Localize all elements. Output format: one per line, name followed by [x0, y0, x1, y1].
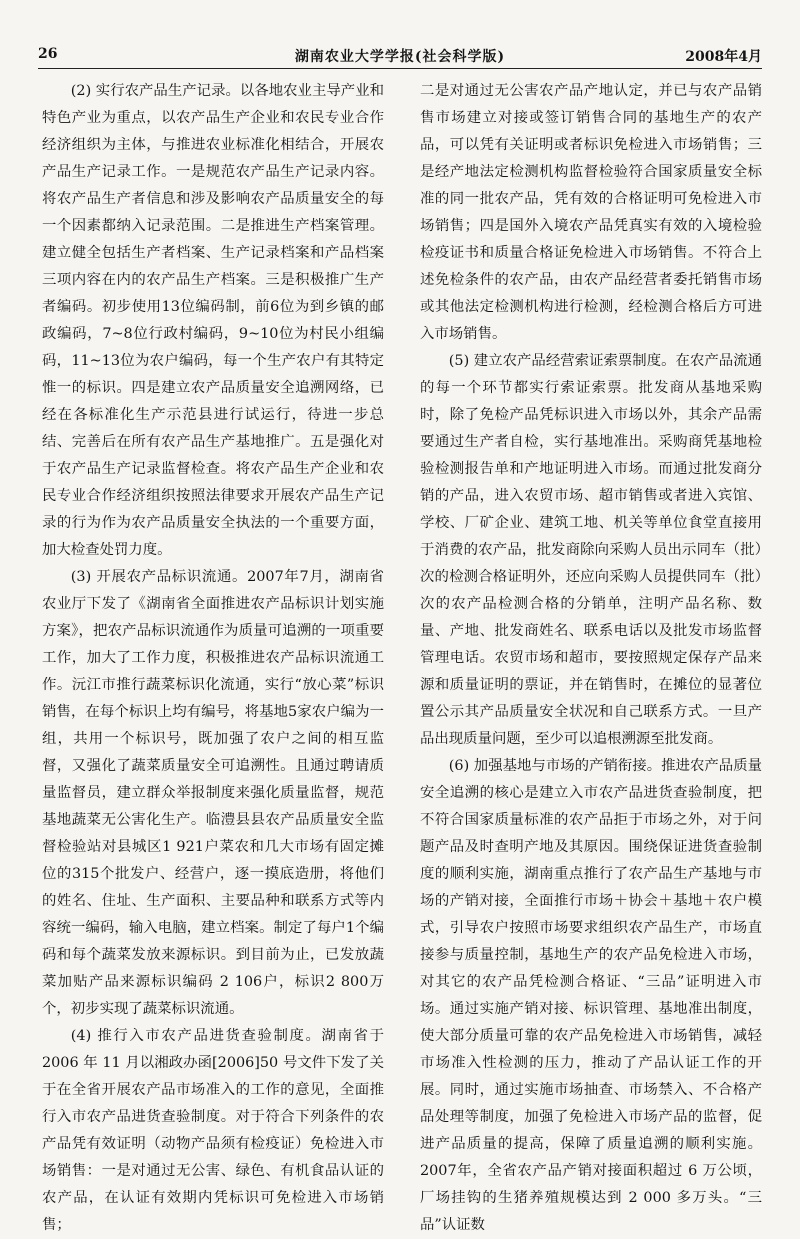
paragraph-6-production-market-link: (6) 加强基地与市场的产销衔接。推进农产品质量安全追溯的核心是建立入市农产品进货查验制度，把不符合国家质量标准的农产品拒于市场之外，对于问题产品及时查明产地及其原因。围绕保证进货查验制度的顺利实施，湖南重点推行了农产品生产基地与市场的产销对接，全面推行市场＋协会＋基地＋农户模式，引导农户按照市场要求组织农产品生产，市场直接参与质量控制，基地生产的农产品免检进入市场，对其它的农产品凭检测合格证、“三品”证明进入市场。通过实施产销对接、标识管理、基地准出制度，使大部分质量可靠的农产品免检进入市场销售，减轻市场准入性检测的压力，推动了产品认证工作的开展。同时，通过实施市场抽查、市场禁入、不合格产品处理等制度，加强了免检进入市场产品的监督，促进产品质量的提高，保障了质量追溯的顺利实施。2007年，全省农产品产销对接面积超过 6 万公顷，厂场挂钩的生猪养殖规模达到 2 000 多万头。“三品”认证数 — [420, 758, 762, 1233]
left-column — [42, 78, 384, 1233]
page-number: 26 — [38, 46, 58, 62]
journal-title: 湖南农业大学学报(社会科学版) — [294, 49, 506, 65]
paragraph-4-inspection-system: (4) 推行入市农产品进货查验制度。湖南省于2006 年 11 月以湘政办函[2006]50 号文件下发了关于在全省开展农产品市场准入的工作的意见，全面推行入市农产品进货查验制度。对于符合下列条件的农产品凭有效证明（动物产品须有检疫证）免检进入市场销售：一是对通过无公害、绿色、有机食品认证的农产品，在认证有效期内凭标识可免检进入市场销售； — [42, 1028, 384, 1233]
paragraph-3-label-circulation: (3) 开展农产品标识流通。2007年7月，湖南省农业厅下发了《湖南省全面推进农产品标识计划实施方案》，把农产品标识流通作为质量可追溯的一项重要工作，加大了工作力度，积极推进农产品标识流通工作。沅江市推行蔬菜标识化流通，实行“放心菜”标识销售，在每个标识上均有编号，将基地5家农户编为一组，共用一个标识号，既加强了农户之间的相互监督，又强化了蔬菜质量安全可追溯性。且通过聘请质量监督员，建立群众举报制度来强化质量监督，规范基地蔬菜无公害化生产。临澧县县农产品质量安全监督检验站对县城区1 921户菜农和几大市场有固定摊位的315个批发户、经营户，逐一摸底造册，将他们的姓名、住址、生产面积、主要品种和联系方式等内容统一编码，输入电脑，建立档案。制定了每户1个编码和每个蔬菜发放来源标识。到目前为止，已发放蔬菜加贴产品来源标识编码 2 106户，标识2 800万个，初步实现了蔬菜标识流通。 — [42, 569, 384, 1017]
paragraph-2-production-records: (2) 实行农产品生产记录。以各地农业主导产业和特色产业为重点，以农产品生产企业和农民专业合作经济组织为主体，与推进农业标准化相结合，开展农产品生产记录工作。一是规范农产品生产记录内容。将农产品生产者信息和涉及影响农产品质量安全的每一个因素都纳入记录范围。二是推进生产档案管理。建立健全包括生产者档案、生产记录档案和产品档案三项内容在内的农产品生产档案。三是积极推广生产者编码。初步使用13位编码制，前6位为到乡镇的邮政编码，7~8位行政村编码，9~10位为村民小组编码，11~13位为农户编码，每一个生产农户有其特定惟一的标识。四是建立农产品质量安全追溯网络，已经在各标准化生产示范县进行试运行，待进一步总结、完善后在所有农产品生产基地推广。五是强化对于农产品生产记录监督检查。将农产品生产企业和农民专业合作经济组织按照法律要求开展农产品生产记录的行为作为农产品质量安全执法的一个重要方面，加大检查处罚力度。 — [42, 83, 384, 558]
page-header — [38, 44, 762, 69]
paragraph-4-continued: 二是对通过无公害农产品产地认定，并已与农产品销售市场建立对接或签订销售合同的基地生产的农产品，可以凭有关证明或者标识免检进入市场销售；三是经产地法定检测机构监督检验符合国家质量安全标准的同一批农产品，凭有效的合格证明可免检进入市场销售；四是国外入境农产品凭真实有效的入境检验检疫证书和质量合格证免检进入市场销售。不符合上述免检条件的农产品，由农产品经营者委托销售市场或其他法定检测机构进行检测，经检测合格后方可进入市场销售。 — [420, 83, 762, 342]
right-column — [420, 78, 762, 1233]
issue-date: 2008年4月 — [685, 49, 762, 65]
paragraph-5-invoice-system: (5) 建立农产品经营索证索票制度。在农产品流通的每一个环节都实行索证索票。批发商从基地采购时，除了免检产品凭标识进入市场以外，其余产品需要通过生产者自检，实行基地准出。采购商凭基地检验检测报告单和产地证明进入市场。而通过批发商分销的产品，进入农贸市场、超市销售或者进入宾馆、学校、厂矿企业、建筑工地、机关等单位食堂直接用于消费的农产品，批发商除向采购人员出示同车（批）次的检测合格证明外，还应向采购人员提供同车（批）次的农产品检测合格的分销单，注明产品名称、数量、产地、批发商姓名、联系电话以及批发市场监督管理电话。农贸市场和超市，要按照规定保存产品来源和质量证明的票证，并在销售时，在摊位的显著位置公示其产品质量安全状况和自己联系方式。一旦产品出现质量问题，至少可以追根溯源至批发商。 — [420, 353, 762, 747]
